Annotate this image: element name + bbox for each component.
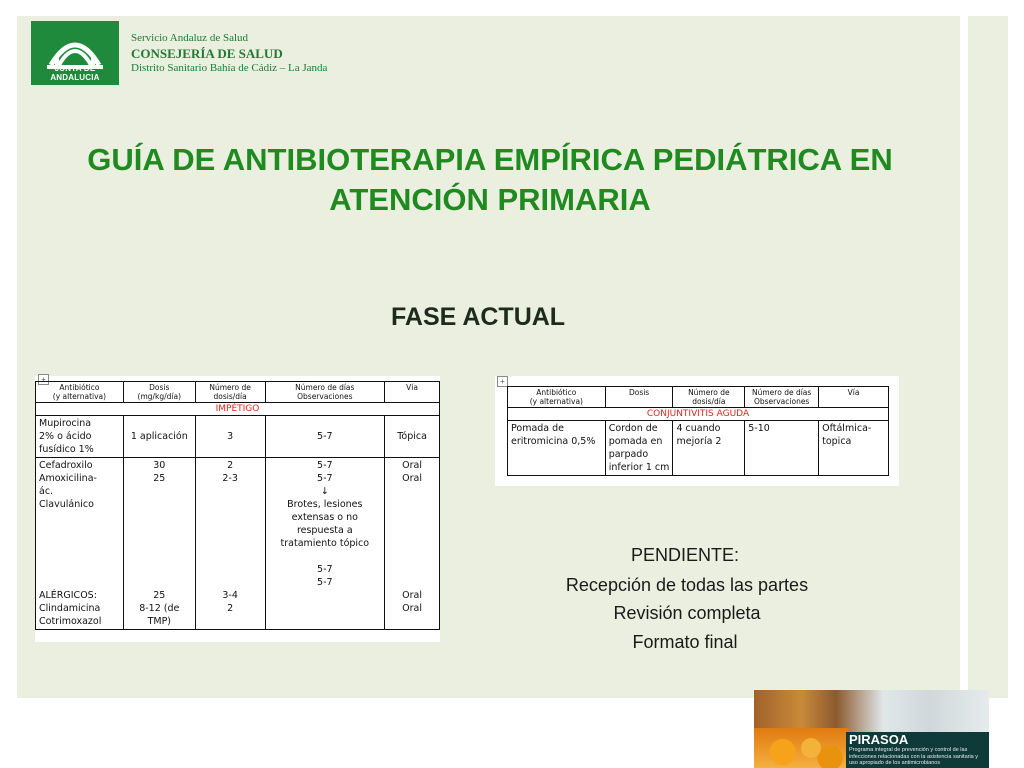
junta-andalucia-logo bbox=[31, 21, 119, 85]
cell-dose: 1 aplicación bbox=[123, 416, 195, 458]
header-days: Número de días Observaciones bbox=[745, 387, 819, 408]
title-line-1: GUÍA DE ANTIBIOTERAPIA EMPÍRICA PEDIÁTRICA EN bbox=[87, 142, 893, 177]
header-route: Vía bbox=[385, 382, 440, 403]
cell-route: Tópica bbox=[385, 416, 440, 458]
pending-item: Formato final bbox=[632, 632, 738, 652]
table-header-row bbox=[508, 387, 889, 408]
cell-route: Oral Oral Oral Oral bbox=[385, 458, 440, 630]
phase-heading: FASE ACTUAL bbox=[391, 303, 566, 331]
section-conjunctivitis: CONJUNTIVITIS AGUDA bbox=[508, 408, 889, 421]
pending-heading: PENDIENTE: bbox=[630, 545, 740, 565]
cell-days: 5-10 bbox=[745, 421, 819, 476]
header-dose: Dosis (mg/kg/día) bbox=[123, 382, 195, 403]
cell-antibiotic: Pomada de eritromicina 0,5% bbox=[508, 421, 606, 476]
pirasoa-banner bbox=[754, 690, 989, 768]
header-district: Distrito Sanitario Bahía de Cádiz – La Janda bbox=[131, 62, 328, 74]
pills-image bbox=[754, 728, 849, 768]
impetigo-table-image bbox=[35, 376, 440, 642]
table-row bbox=[508, 421, 889, 476]
table-move-icon: + bbox=[497, 376, 508, 387]
cell-route: Oftálmica- topica bbox=[819, 421, 889, 476]
title-line-2: ATENCIÓN PRIMARIA bbox=[329, 182, 651, 217]
table-row bbox=[36, 458, 440, 630]
header-ministry: CONSEJERÍA DE SALUD bbox=[131, 46, 283, 61]
header-antibiotic: Antibiótico (y alternativa) bbox=[508, 387, 606, 408]
pending-item: Revisión completa bbox=[613, 603, 761, 623]
pending-item: Recepción de todas las partes bbox=[565, 575, 809, 595]
cell-days: 5-7 5-7 ↓ Brotes, lesiones extensas o no respuesta a tratamiento tópico 5-7 5-7 bbox=[265, 458, 385, 630]
cell-per-day: 2 2-3 3-4 2 bbox=[195, 458, 265, 630]
table-move-icon: + bbox=[38, 374, 49, 385]
cell-antibiotic: Cefadroxilo Amoxicilina- ác. Clavulánico ALÉRGICOS: Clindamicina Cotrimoxazol bbox=[36, 458, 124, 630]
header-doses-per-day: Número de dosis/día bbox=[673, 387, 745, 408]
cell-per-day: 4 cuando mejoría 2 bbox=[673, 421, 745, 476]
cell-per-day: 3 bbox=[195, 416, 265, 458]
table-header-row bbox=[36, 382, 440, 403]
slide-side-strip bbox=[968, 16, 1008, 698]
cell-dose: 30 25 25 8-12 (de TMP) bbox=[123, 458, 195, 630]
section-impetigo: IMPÉTIGO bbox=[36, 403, 440, 416]
table-row bbox=[36, 416, 440, 458]
pirasoa-subtitle: Programa integral de prevención y control de las infecciones relacionadas con la asistencia sanitaria y uso apropiado de los antimicrobianos bbox=[849, 747, 979, 766]
header-antibiotic: Antibiótico (y alternativa) bbox=[36, 382, 124, 403]
header-days: Número de días Observaciones bbox=[265, 382, 385, 403]
cell-antibiotic: Mupirocina 2% o ácido fusídico 1% bbox=[36, 416, 124, 458]
cell-dose: Cordon de pomada en parpado inferior 1 cm bbox=[605, 421, 673, 476]
conjunctivitis-table-image bbox=[495, 376, 899, 486]
impetigo-table bbox=[35, 381, 440, 630]
header-service: Servicio Andaluz de Salud bbox=[131, 32, 249, 44]
pirasoa-name: PIRASOA bbox=[849, 732, 909, 747]
header-dose: Dosis bbox=[605, 387, 673, 408]
cell-days: 5-7 bbox=[265, 416, 385, 458]
section-row bbox=[508, 408, 889, 421]
header-route: Vía bbox=[819, 387, 889, 408]
slide-title bbox=[40, 140, 940, 220]
header-doses-per-day: Número de dosis/día bbox=[195, 382, 265, 403]
logo-text: JUNTA DE ANDALUCIA bbox=[50, 64, 100, 82]
conjunctivitis-table bbox=[507, 386, 889, 476]
section-row bbox=[36, 403, 440, 416]
